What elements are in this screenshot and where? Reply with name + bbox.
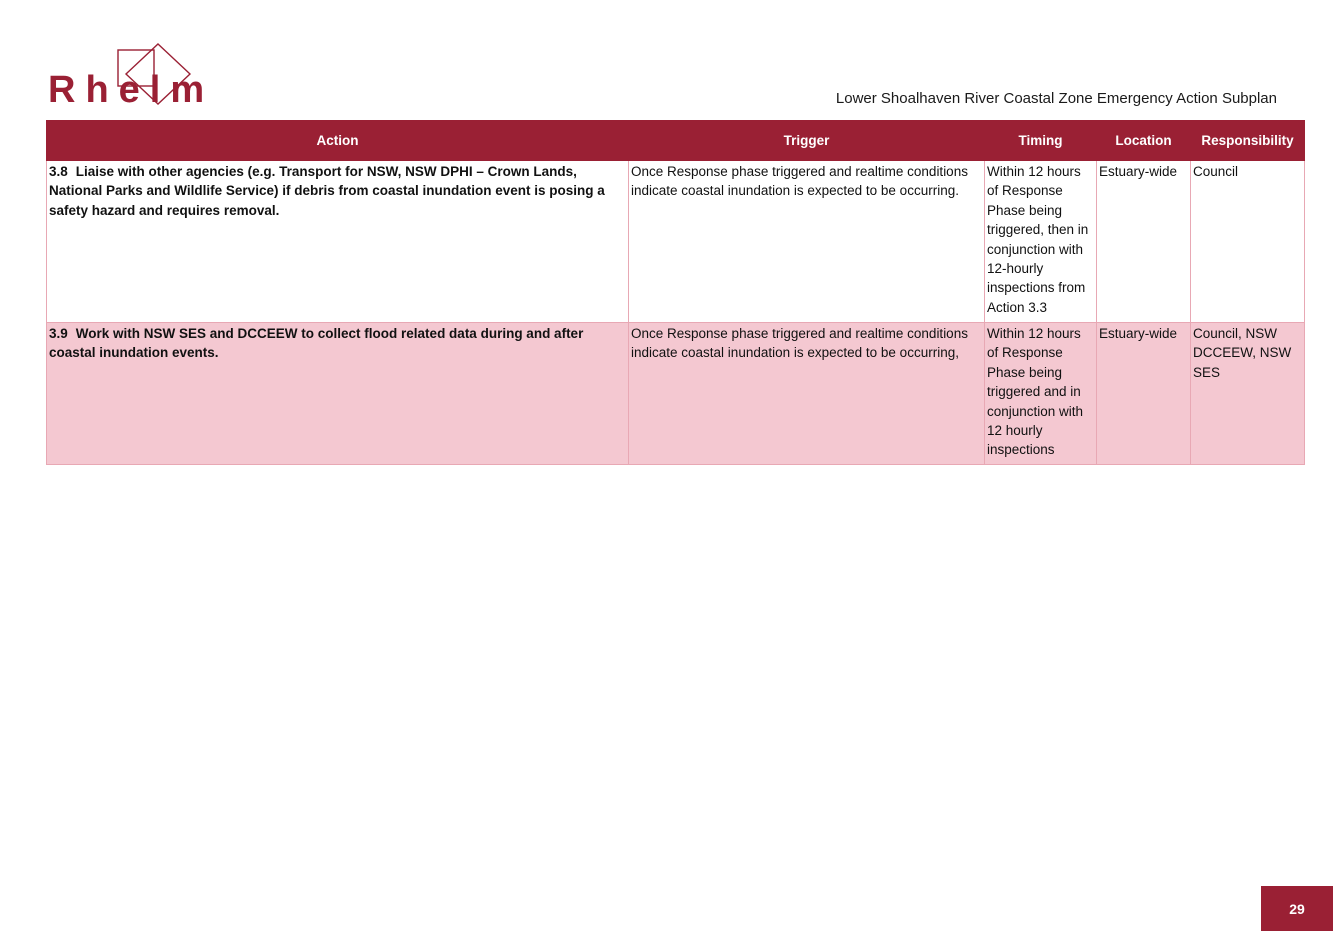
action-number: 3.8 — [49, 164, 68, 179]
timing-cell: Within 12 hours of Response Phase being triggered, then in conjunction with 12-hourly inspections from Action 3.3 — [985, 161, 1097, 323]
table-row — [47, 161, 1305, 323]
column-header-action: Action — [47, 121, 629, 161]
responsibility-cell: Council — [1191, 161, 1305, 323]
location-cell: Estuary-wide — [1097, 161, 1191, 323]
action-cell — [47, 161, 629, 323]
timing-cell: Within 12 hours of Response Phase being triggered and in conjunction with 12 hourly inspections — [985, 323, 1097, 465]
action-number: 3.9 — [49, 326, 68, 341]
responsibility-cell: Council, NSW DCCEEW, NSW SES — [1191, 323, 1305, 465]
action-table — [46, 120, 1305, 465]
column-header-location: Location — [1097, 121, 1191, 161]
trigger-cell: Once Response phase triggered and realtime conditions indicate coastal inundation is expected to be occurring, — [629, 323, 985, 465]
action-cell — [47, 323, 629, 465]
trigger-cell: Once Response phase triggered and realtime conditions indicate coastal inundation is expected to be occurring. — [629, 161, 985, 323]
column-header-responsibility: Responsibility — [1191, 121, 1305, 161]
location-cell: Estuary-wide — [1097, 323, 1191, 465]
document-title: Lower Shoalhaven River Coastal Zone Emergency Action Subplan — [835, 90, 1277, 107]
column-header-trigger: Trigger — [629, 121, 985, 161]
action-text: Liaise with other agencies (e.g. Transport for NSW, NSW DPHI – Crown Lands, National Parks and Wildlife Service) if debris from coastal inundation event is posing a safety hazard and requires removal. — [49, 164, 605, 218]
table-row — [47, 323, 1305, 465]
action-text: Work with NSW SES and DCCEEW to collect flood related data during and after coastal inundation events. — [49, 326, 584, 361]
svg-text:Rhelm: Rhelm — [48, 69, 215, 108]
column-header-timing: Timing — [985, 121, 1097, 161]
table-header-row — [47, 121, 1305, 161]
page-number: 29 — [1261, 886, 1333, 931]
rhelm-logo — [48, 40, 228, 108]
